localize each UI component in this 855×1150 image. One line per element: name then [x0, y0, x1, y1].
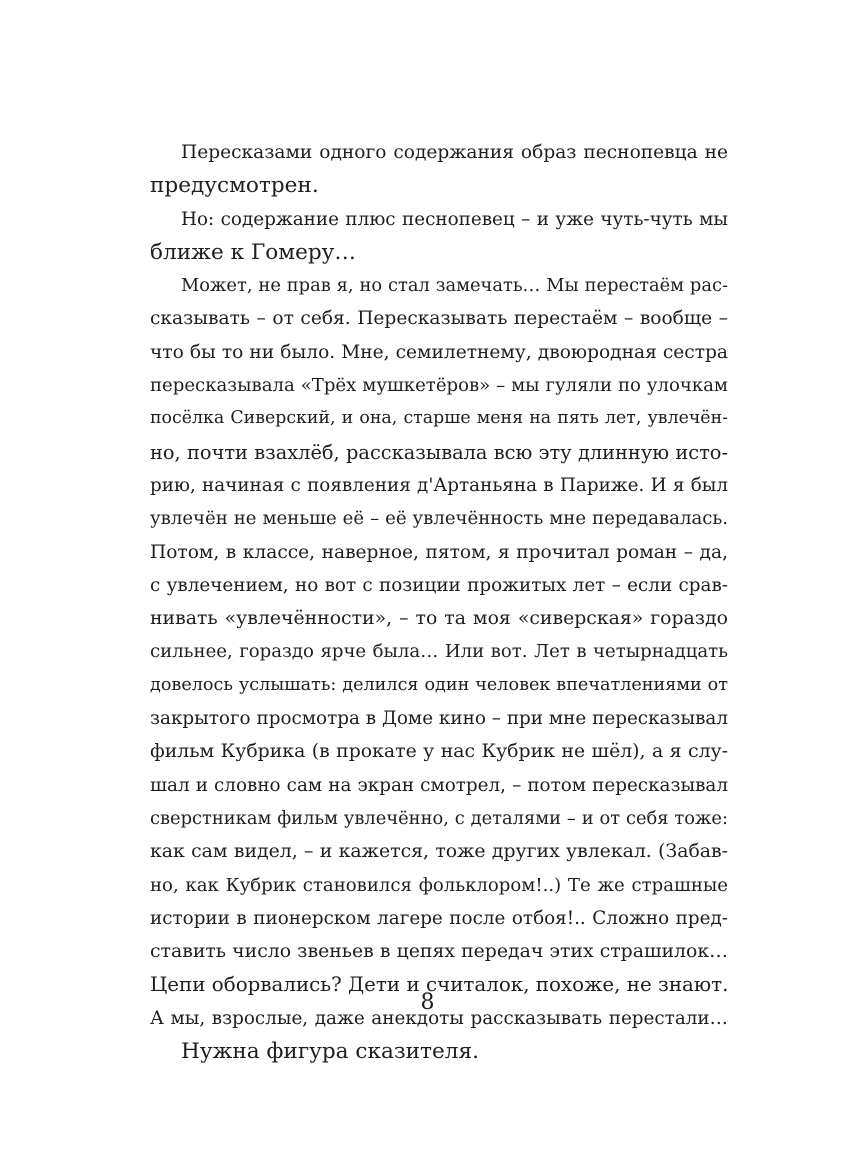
text-line: закрытого просмотра в Доме кино – при мне пересказывал [150, 708, 728, 730]
text-line: А мы, взрослые, даже анекдоты рассказывать перестали… [150, 1007, 728, 1029]
text-line: что бы то ни было. Мне, семилетнему, двоюродная сестра [150, 341, 728, 363]
text-line: но, почти взахлёб, рассказывала всю эту длинную исто- [150, 440, 728, 464]
text-line: посёлка Сиверский, и она, старше меня на пять лет, увлечён- [150, 408, 728, 429]
text-line: сильнее, гораздо ярче была… Или вот. Лет в четырнадцать [150, 641, 728, 663]
text-line: довелось услышать: делился один человек впечатлениями от [150, 674, 728, 695]
text-line: Потом, в классе, наверное, пятом, я прочитал роман – да, [150, 541, 728, 563]
text-line: с увлечением, но вот с позиции прожитых лет – если срав- [150, 574, 728, 596]
text-line: фильм Кубрика (в прокате у нас Кубрик не шёл), а я слу- [150, 741, 728, 763]
text-line: нивать «увлечённости», – то та моя «сиверская» гораздо [150, 608, 728, 630]
text-line: ставить число звеньев в цепях передач этих страшилок… [150, 941, 728, 963]
text-line: истории в пионерском лагере после отбоя!.. Сложно пред- [150, 907, 728, 929]
page-number: 8 [420, 990, 435, 1015]
text-line: увлечён не меньше её – её увлечённость мне передавалась. [150, 508, 728, 530]
text-line: как сам видел, – и кажется, тоже других увлекал. (Забав- [150, 841, 728, 863]
text-line: Цепи оборвались? Дети и считалок, похоже, не знают. [150, 973, 729, 997]
text-line: ближе к Гомеру… [150, 239, 356, 265]
text-line: Но: содержание плюс песнопевец – и уже чуть-чуть мы [181, 208, 728, 230]
text-line: шал и словно сам на экран смотрел, – потом пересказывал [150, 774, 728, 796]
text-line: сверстникам фильм увлечённо, с деталями – и от себя тоже: [150, 807, 728, 829]
text-line: Нужна фигура сказителя. [181, 1039, 479, 1065]
text-line: рию, начиная с появления д'Артаньяна в Париже. И я был [150, 474, 728, 496]
text-line: но, как Кубрик становился фольклором!..) Те же страшные [150, 874, 728, 896]
text-line: Может, не прав я, но стал замечать… Мы перестаём рас- [181, 275, 728, 297]
text-line: пересказывала «Трёх мушкетёров» – мы гуляли по улочкам [150, 375, 728, 397]
text-line: сказывать – от себя. Пересказывать перестаём – вообще – [150, 308, 728, 330]
text-line: предусмотрен. [150, 173, 319, 199]
body-text [150, 136, 728, 1068]
text-line: Пересказами одного содержания образ песнопевца не [181, 142, 728, 163]
